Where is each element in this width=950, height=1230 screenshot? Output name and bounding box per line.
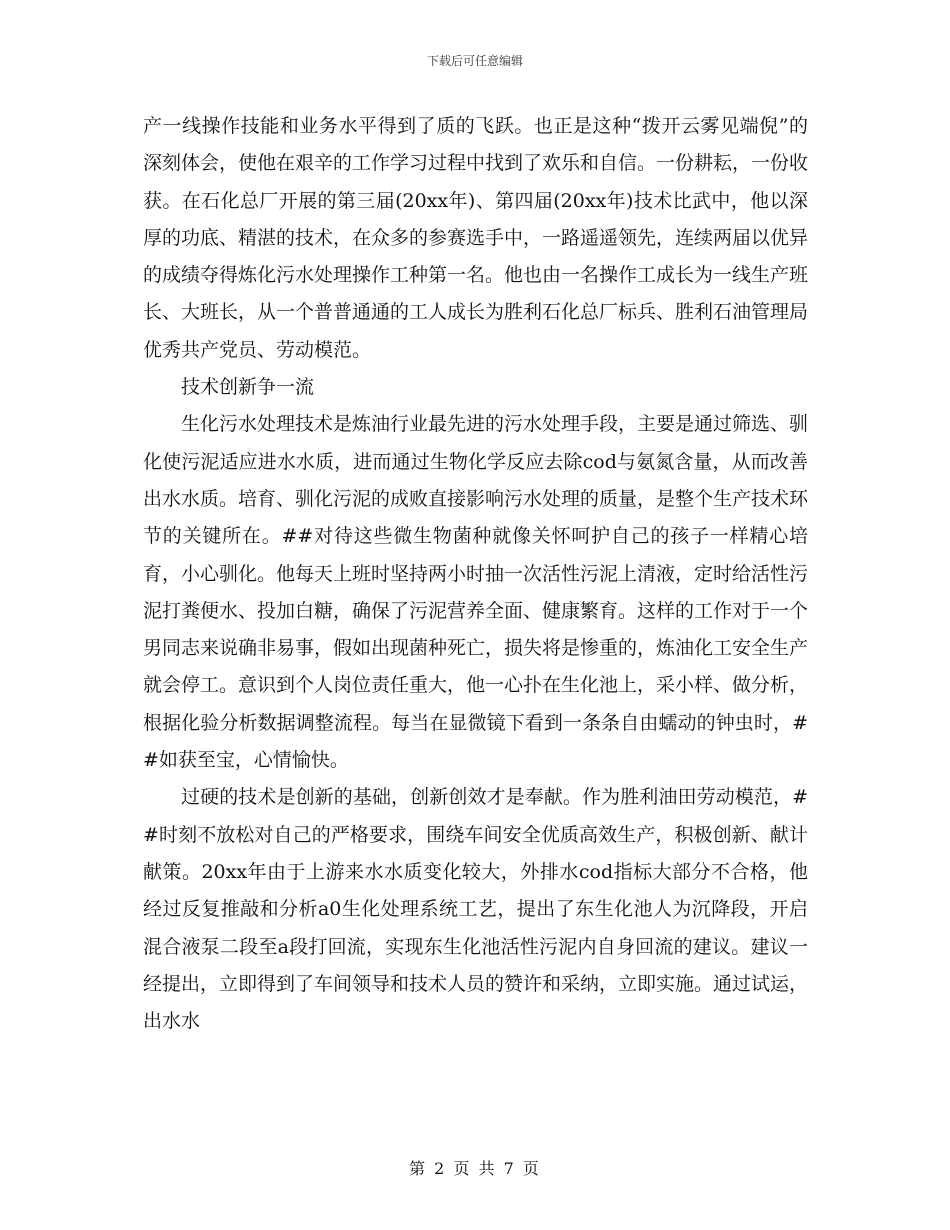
- paragraph: 生化污水处理技术是炼油行业最先进的污水处理手段，主要是通过筛选、驯化使污泥适应进水水质，进而通过生物化学反应去除cod与氨氮含量，从而改善出水水质。培育、驯化污泥的成败直接影响污水处理的质量，是整个生产技术环节的关键所在。##对待这些微生物菌种就像关怀呵护自己的孩子一样精心培育，小心驯化。他每天上班时坚持两小时抽一次活性污泥上清液，定时给活性污泥打粪便水、投加白糖，确保了污泥营养全面、健康繁育。这样的工作对于一个男同志来说确非易事，假如出现菌种死亡，损失将是惨重的，炼油化工安全生产就会停工。意识到个人岗位责任重大，他一心扑在生化池上，采小样、做分析，根据化验分析数据调整流程。每当在显微镜下看到一条条自由蠕动的钟虫时，##如获至宝，心情愉快。: [143, 413, 809, 772]
- paragraph-continuation: 产一线操作技能和业务水平得到了质的飞跃。也正是这种“拨开云雾见端倪”的深刻体会，使他在艰辛的工作学习过程中找到了欢乐和自信。一份耕耘，一份收获。在石化总厂开展的第三届(20xx年)、第四届(20xx年)技术比武中，他以深厚的功底、精湛的技术，在众多的参赛选手中，一路遥遥领先，连续两届以优异的成绩夺得炼化污水处理操作工种第一名。他也由一名操作工成长为一线生产班长、大班长，从一个普普通通的工人成长为胜利石化总厂标兵、胜利石油管理局优秀共产党员、劳动模范。: [143, 115, 809, 361]
- page-header: 下载后可任意编辑: [426, 54, 523, 68]
- page-footer: 第 2 页 共 7 页: [409, 1159, 541, 1178]
- section-heading: 技术创新争一流: [181, 376, 315, 399]
- paragraph: 过硬的技术是创新的基础，创新创效才是奉献。作为胜利油田劳动模范，##时刻不放松对自己的严格要求，围绕车间安全优质高效生产，积极创新、献计献策。20xx年由于上游来水水质变化较大，外排水cod指标大部分不合格，他经过反复推敲和分析a0生化处理系统工艺，提出了东生化池人为沉降段，开启混合液泵二段至a段打回流，实现东生化池活性污泥内自身回流的建议。建议一经提出，立即得到了车间领导和技术人员的赞许和采纳，立即实施。通过试运，出水水: [143, 786, 809, 1033]
- document-body: [143, 108, 808, 1040]
